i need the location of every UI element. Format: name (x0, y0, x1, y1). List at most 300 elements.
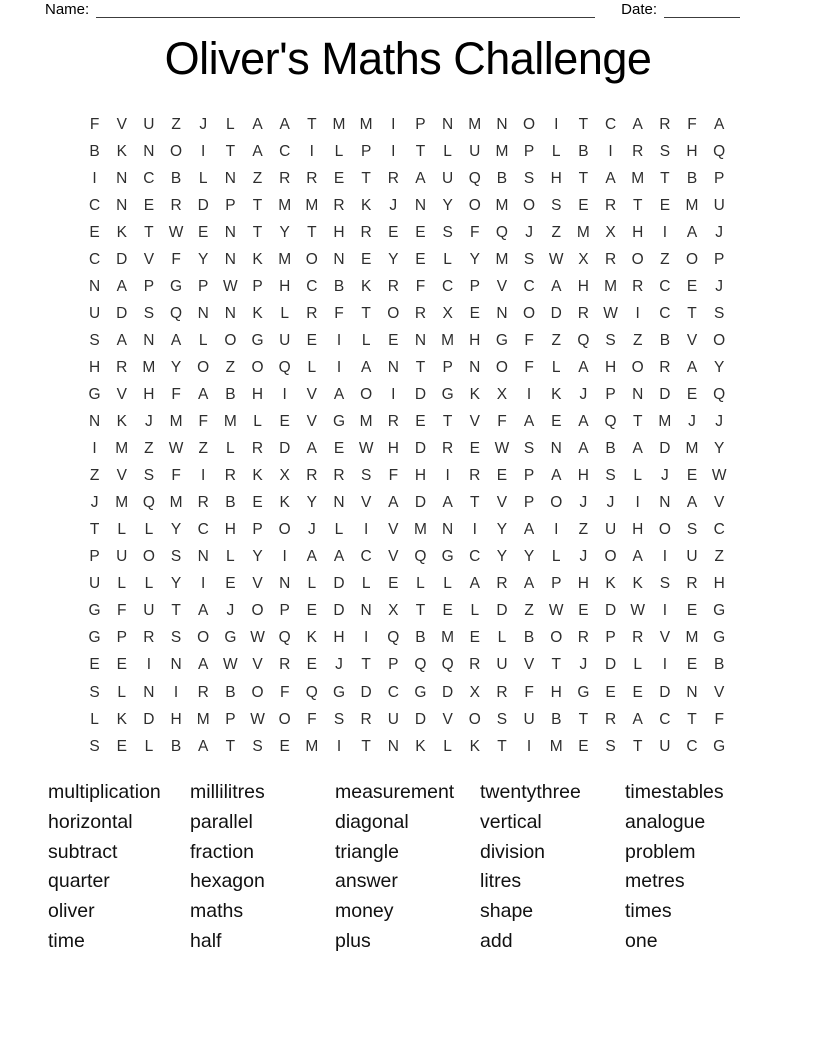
grid-cell: L (253, 413, 262, 431)
grid-cell: U (116, 548, 128, 566)
grid-cell: Q (468, 169, 481, 187)
grid-cell: E (578, 737, 589, 755)
grid-cell: C (523, 277, 535, 295)
grid-cell: O (305, 250, 318, 268)
grid-cell: D (414, 710, 427, 728)
grid-cell: A (551, 467, 562, 485)
grid-cell: E (279, 737, 290, 755)
grid-cell: I (146, 656, 152, 674)
grid-cell: P (388, 656, 399, 674)
grid-cell: J (525, 223, 533, 241)
grid-cell: W (168, 440, 184, 458)
grid-cell: P (714, 250, 725, 268)
grid-cell: A (551, 277, 562, 295)
grid-cell: J (199, 115, 208, 133)
grid-cell: Z (225, 358, 236, 376)
grid-cell: V (714, 494, 725, 512)
grid-cell: M (441, 629, 455, 647)
grid-cell: E (578, 602, 589, 620)
grid-cell: P (143, 277, 155, 295)
grid-cell: O (278, 521, 291, 539)
grid-cell: F (89, 115, 100, 133)
grid-cell: T (660, 169, 670, 187)
grid-cell: E (306, 331, 317, 349)
grid-cell: B (170, 169, 182, 187)
grid-cell: O (523, 304, 536, 322)
grid-cell: D (604, 602, 617, 620)
grid-cell: N (143, 683, 155, 701)
grid-cell: B (225, 494, 236, 512)
grid-cell: A (632, 710, 643, 728)
grid-cell: R (632, 629, 644, 647)
grid-cell: F (524, 683, 534, 701)
grid-cell: H (713, 575, 725, 593)
grid-cell: A (442, 494, 453, 512)
grid-cell: N (88, 277, 101, 295)
grid-cell: F (198, 413, 208, 431)
grid-cell: O (550, 629, 563, 647)
grid-cell: G (441, 548, 454, 566)
grid-cell: Z (144, 440, 154, 458)
date-label: Date: (621, 1, 657, 18)
word-item: litres (480, 870, 522, 893)
grid-cell: P (469, 277, 480, 295)
grid-cell: S (333, 710, 345, 728)
grid-cell: F (524, 331, 534, 349)
grid-cell: U (442, 169, 454, 187)
grid-cell: R (604, 196, 617, 214)
grid-cell: Y (279, 223, 290, 241)
grid-cell: J (660, 467, 669, 485)
grid-cell: I (391, 115, 396, 133)
grid-cell: B (659, 331, 671, 349)
word-item: hexagon (190, 870, 265, 893)
grid-cell: H (632, 223, 644, 241)
grid-cell: R (387, 277, 399, 295)
grid-cell: W (250, 710, 265, 728)
grid-cell: V (388, 521, 399, 539)
grid-cell: T (225, 737, 236, 755)
grid-cell: R (632, 142, 644, 160)
grid-cell: B (415, 629, 426, 647)
grid-cell: M (305, 737, 319, 755)
grid-cell: E (252, 494, 263, 512)
grid-cell: V (116, 467, 127, 485)
grid-cell: Q (713, 142, 726, 160)
grid-cell: R (604, 250, 617, 268)
grid-cell: Y (198, 250, 209, 268)
grid-cell: X (388, 602, 399, 620)
grid-cell: G (88, 629, 101, 647)
grid-cell: P (198, 277, 209, 295)
grid-cell: T (551, 656, 561, 674)
grid-cell: H (88, 358, 101, 376)
grid-cell: R (387, 169, 399, 187)
grid-cell: G (332, 683, 346, 701)
word-item: analogue (625, 810, 706, 833)
grid-cell: T (361, 656, 371, 674)
grid-cell: V (496, 277, 508, 295)
puzzle-title: Oliver's Maths Challenge (164, 33, 652, 84)
grid-cell: R (333, 196, 345, 214)
grid-cell: Y (442, 196, 453, 214)
grid-cell: Z (632, 331, 643, 349)
grid-cell: H (604, 358, 617, 376)
grid-cell: E (415, 223, 426, 241)
grid-cell: I (336, 358, 342, 376)
grid-cell: L (443, 142, 452, 160)
grid-cell: R (496, 575, 508, 593)
grid-cell: I (662, 602, 668, 620)
grid-cell: P (225, 710, 236, 728)
grid-cell: M (223, 413, 237, 431)
grid-cell: N (197, 304, 209, 322)
grid-cell: K (632, 575, 643, 593)
grid-cell: R (469, 467, 481, 485)
grid-cell: K (116, 413, 127, 431)
grid-cell: X (496, 385, 508, 403)
grid-cell: U (88, 575, 101, 593)
word-item: quarter (48, 870, 110, 893)
grid-cell: I (201, 142, 206, 160)
grid-cell: L (117, 575, 127, 593)
grid-cell: Q (387, 629, 400, 647)
grid-cell: H (577, 467, 589, 485)
letter-grid (81, 111, 733, 760)
grid-cell: T (578, 169, 589, 187)
grid-cell: A (198, 656, 209, 674)
grid-cell: I (336, 331, 342, 349)
grid-cell: N (550, 440, 562, 458)
grid-cell: T (171, 602, 181, 620)
grid-cell: H (387, 440, 399, 458)
grid-cell: E (578, 196, 589, 214)
grid-cell: N (686, 683, 698, 701)
grid-cell: I (92, 169, 97, 187)
word-list-column (625, 778, 724, 957)
grid-cell: O (197, 358, 210, 376)
grid-cell: T (89, 521, 100, 539)
grid-cell: G (224, 629, 237, 647)
grid-cell: T (687, 304, 697, 322)
grid-cell: Q (305, 683, 318, 701)
grid-cell: B (170, 737, 182, 755)
grid-cell: D (414, 494, 427, 512)
grid-cell: C (713, 521, 725, 539)
grid-cell: E (605, 683, 616, 701)
word-item: times (625, 900, 672, 923)
grid-cell: O (604, 548, 617, 566)
grid-cell: O (278, 710, 291, 728)
grid-cell: S (523, 250, 535, 268)
grid-cell: L (144, 575, 154, 593)
grid-cell: O (468, 710, 481, 728)
grid-cell: A (605, 169, 616, 187)
grid-cell: R (469, 656, 481, 674)
grid-cell: Y (523, 548, 535, 566)
grid-cell: S (89, 683, 100, 701)
grid-cell: I (391, 142, 396, 160)
grid-cell: W (711, 467, 727, 485)
grid-cell: H (686, 142, 698, 160)
grid-cell: J (715, 277, 724, 295)
grid-cell: O (251, 602, 264, 620)
grid-cell: L (226, 115, 235, 133)
grid-cell: P (89, 548, 100, 566)
grid-cell: A (523, 575, 535, 593)
grid-cell: B (686, 169, 698, 187)
grid-cell: C (686, 737, 698, 755)
grid-cell: A (306, 440, 317, 458)
grid-cell: S (89, 737, 100, 755)
grid-cell: U (143, 115, 155, 133)
grid-cell: T (361, 737, 371, 755)
grid-cell: A (198, 385, 209, 403)
grid-cell: K (116, 710, 127, 728)
grid-cell: P (551, 575, 562, 593)
grid-cell: V (659, 629, 671, 647)
grid-cell: R (577, 304, 589, 322)
grid-cell: R (577, 629, 589, 647)
grid-cell: V (116, 115, 127, 133)
grid-cell: E (415, 413, 426, 431)
grid-cell: A (714, 115, 725, 133)
grid-cell: I (662, 656, 668, 674)
grid-cell: V (442, 710, 453, 728)
grid-cell: B (551, 710, 562, 728)
grid-cell: V (714, 683, 725, 701)
grid-cell: L (226, 548, 235, 566)
grid-cell: Q (142, 494, 155, 512)
grid-cell: R (360, 710, 372, 728)
grid-cell: R (686, 575, 698, 593)
grid-cell: O (495, 358, 508, 376)
grid-cell: R (659, 358, 671, 376)
grid-cell: L (470, 602, 480, 620)
grid-cell: W (223, 656, 238, 674)
grid-cell: L (198, 169, 208, 187)
grid-cell: L (443, 250, 452, 268)
grid-cell: C (659, 304, 671, 322)
grid-cell: R (197, 683, 209, 701)
grid-cell: O (142, 548, 155, 566)
grid-cell: B (225, 683, 236, 701)
grid-cell: J (606, 494, 615, 512)
grid-cell: Z (551, 331, 561, 349)
grid-cell: C (197, 521, 209, 539)
grid-cell: M (305, 196, 319, 214)
grid-cell: S (360, 467, 372, 485)
word-item: vertical (480, 810, 542, 833)
grid-cell: V (469, 413, 480, 431)
grid-cell: V (143, 250, 155, 268)
name-underline (96, 4, 595, 18)
word-list-column (335, 778, 480, 957)
grid-cell: S (143, 304, 155, 322)
grid-cell: V (686, 331, 698, 349)
grid-cell: A (170, 331, 182, 349)
grid-cell: L (633, 467, 643, 485)
grid-cell: P (116, 629, 127, 647)
grid-cell: C (387, 683, 399, 701)
grid-cell: J (307, 521, 316, 539)
grid-cell: A (578, 440, 589, 458)
grid-cell: Z (524, 602, 534, 620)
grid-cell: K (469, 385, 480, 403)
grid-cell: P (252, 277, 263, 295)
grid-cell: H (333, 223, 345, 241)
grid-cell: R (306, 169, 318, 187)
grid-cell: N (88, 413, 101, 431)
grid-cell: H (279, 277, 291, 295)
grid-cell: N (116, 196, 128, 214)
word-item: twentythree (480, 781, 581, 803)
grid-cell: E (686, 385, 698, 403)
grid-cell: N (496, 115, 508, 133)
grid-cell: E (469, 629, 480, 647)
grid-cell: D (197, 196, 209, 214)
grid-cell: M (278, 250, 292, 268)
grid-cell: C (469, 548, 481, 566)
grid-cell: J (688, 413, 696, 431)
grid-cell: E (496, 467, 508, 485)
grid-cell: J (579, 656, 588, 674)
grid-cell: I (363, 521, 369, 539)
grid-cell: D (604, 656, 617, 674)
grid-cell: W (630, 602, 646, 620)
grid-cell: I (201, 467, 206, 485)
word-item: money (335, 900, 394, 923)
grid-cell: L (334, 142, 344, 160)
grid-cell: G (713, 602, 726, 620)
grid-cell: G (414, 683, 427, 701)
grid-cell: M (115, 440, 129, 458)
grid-cell: T (415, 142, 426, 160)
grid-cell: R (496, 683, 508, 701)
grid-cell: A (578, 358, 589, 376)
grid-cell: T (307, 223, 317, 241)
grid-cell: O (523, 115, 536, 133)
grid-cell: U (713, 196, 725, 214)
grid-cell: P (523, 142, 535, 160)
grid-cell: E (551, 413, 562, 431)
grid-cell: X (469, 683, 480, 701)
grid-cell: C (88, 250, 101, 268)
grid-cell: M (576, 223, 590, 241)
grid-cell: T (415, 358, 426, 376)
word-item: diagonal (335, 810, 409, 833)
grid-cell: L (117, 521, 127, 539)
grid-cell: T (578, 710, 589, 728)
grid-cell: V (388, 548, 399, 566)
grid-cell: O (685, 250, 699, 268)
grid-cell: S (686, 521, 698, 539)
grid-cell: K (279, 494, 290, 512)
grid-cell: P (279, 602, 290, 620)
grid-cell: T (687, 710, 697, 728)
grid-cell: S (442, 223, 453, 241)
grid-cell: M (169, 494, 183, 512)
grid-cell: C (442, 277, 454, 295)
grid-cell: O (631, 250, 644, 268)
grid-cell: T (144, 223, 154, 241)
grid-cell: N (496, 304, 508, 322)
grid-cell: A (415, 169, 426, 187)
grid-cell: H (469, 331, 481, 349)
grid-cell: P (225, 196, 236, 214)
grid-cell: K (252, 250, 263, 268)
grid-cell: M (413, 521, 427, 539)
grid-cell: A (686, 494, 698, 512)
grid-cell: S (252, 737, 263, 755)
grid-cell: T (252, 196, 263, 214)
grid-cell: D (116, 250, 128, 268)
grid-cell: P (605, 385, 616, 403)
grid-cell: C (659, 710, 671, 728)
grid-cell: O (631, 358, 644, 376)
grid-cell: J (145, 413, 153, 431)
grid-cell: S (605, 331, 616, 349)
grid-cell: Q (414, 548, 427, 566)
word-item: metres (625, 870, 685, 893)
grid-cell: M (115, 494, 129, 512)
grid-cell: N (279, 575, 291, 593)
word-item: oliver (48, 900, 95, 923)
grid-cell: J (715, 413, 724, 431)
word-item: answer (335, 870, 398, 893)
grid-cell: H (577, 575, 589, 593)
grid-cell: A (469, 575, 480, 593)
grid-cell: A (116, 277, 127, 295)
grid-cell: N (224, 250, 236, 268)
grid-cell: U (659, 737, 671, 755)
grid-cell: F (470, 223, 480, 241)
grid-cell: M (332, 115, 346, 133)
grid-cell: N (414, 196, 427, 214)
header-row (45, 1, 740, 19)
grid-cell: H (550, 169, 562, 187)
grid-cell: E (388, 575, 399, 593)
grid-cell: M (604, 277, 617, 295)
grid-cell: L (198, 331, 208, 349)
grid-cell: G (170, 277, 183, 295)
grid-cell: N (632, 385, 644, 403)
grid-cell: M (549, 737, 563, 755)
grid-cell: N (659, 494, 671, 512)
grid-cell: F (307, 710, 317, 728)
grid-cell: R (659, 115, 671, 133)
grid-cell: F (279, 683, 290, 701)
grid-cell: A (388, 494, 399, 512)
grid-cell: Y (714, 358, 725, 376)
grid-cell: Q (604, 413, 617, 431)
grid-cell: O (224, 331, 237, 349)
grid-cell: A (333, 548, 345, 566)
grid-cell: U (686, 548, 698, 566)
grid-cell: I (309, 142, 314, 160)
grid-cell: Z (714, 548, 724, 566)
grid-cell: L (307, 358, 317, 376)
grid-cell: R (306, 304, 318, 322)
grid-cell: D (333, 602, 345, 620)
grid-cell: I (336, 737, 342, 755)
grid-cell: M (495, 142, 509, 160)
grid-cell: N (360, 602, 372, 620)
grid-cell: T (307, 115, 317, 133)
grid-cell: T (361, 169, 371, 187)
grid-cell: A (686, 358, 698, 376)
grid-cell: Q (414, 656, 427, 674)
